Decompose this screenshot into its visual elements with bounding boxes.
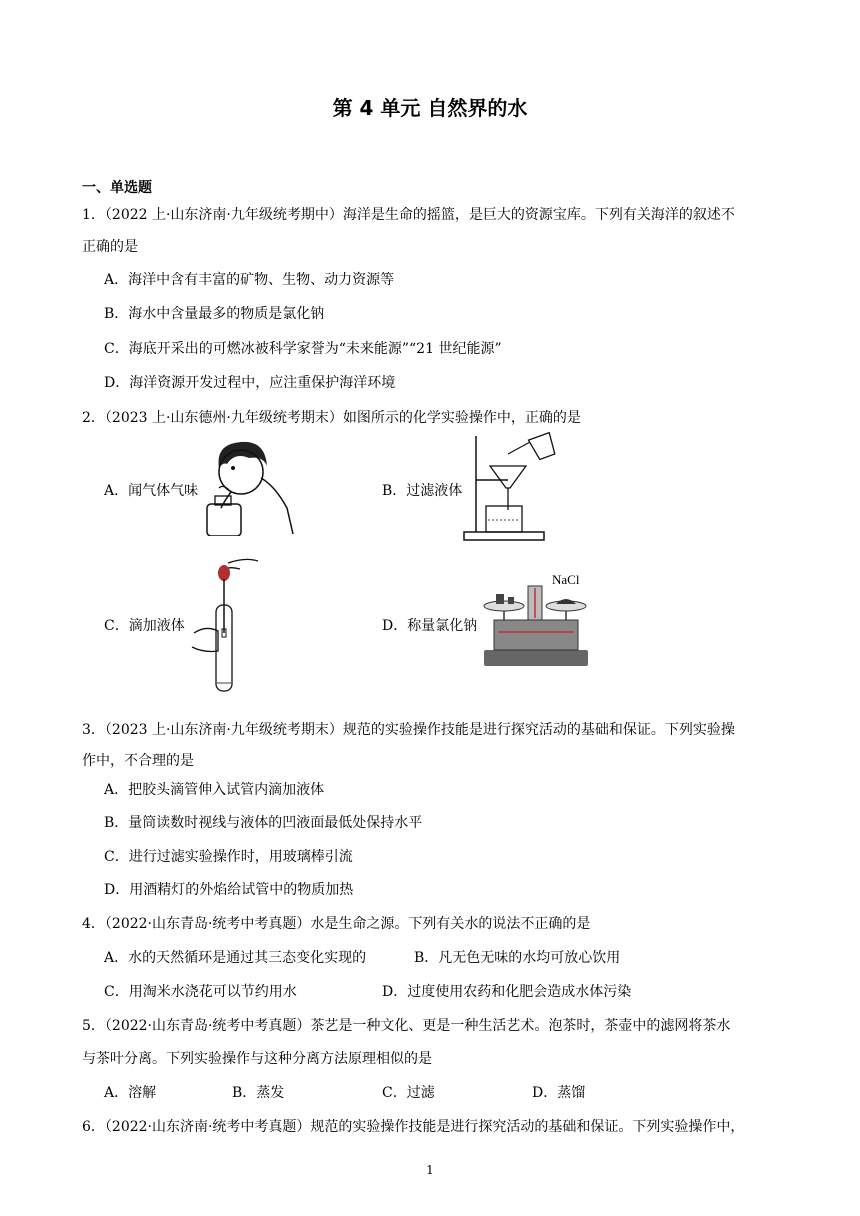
q3-stem-line2: 作中，不合理的是	[82, 753, 194, 769]
q2-option-a: A．闻气体气味	[104, 483, 199, 499]
q2-option-c: C．滴加液体	[104, 618, 185, 634]
add-liquid-figure	[188, 555, 268, 693]
q4-option-d: D．过度使用农药和化肥会造成水体污染	[382, 984, 632, 1000]
q2-option-d: D．称量氯化钠	[382, 618, 478, 634]
q2-stem-line1: 2．（2023 上·山东德州·九年级统考期末）如图所示的化学实验操作中，正确的是	[82, 410, 581, 426]
q1-option-d: D．海洋资源开发过程中，应注重保护海洋环境	[104, 375, 396, 391]
q3-option-d: D．用酒精灯的外焰给试管中的物质加热	[104, 882, 354, 898]
q2-option-b: B．过滤液体	[382, 483, 463, 499]
q5-option-c: C．过滤	[382, 1085, 435, 1101]
q1-option-b: B．海水中含量最多的物质是氯化钠	[104, 306, 325, 322]
nacl-label: NaCl	[552, 572, 580, 587]
q5-stem-line2: 与茶叶分离。下列实验操作与这种分离方法原理相似的是	[82, 1051, 432, 1067]
q1-option-c: C．海底开采出的可燃冰被科学家誉为“未来能源”“21 世纪能源”	[104, 341, 502, 357]
q1-stem-line2: 正确的是	[82, 239, 138, 255]
q4-option-c: C．用淘米水浇花可以节约用水	[104, 984, 297, 1000]
q5-option-a: A．溶解	[104, 1085, 157, 1101]
q3-option-b: B．量筒读数时视线与液体的凹液面最低处保持水平	[104, 815, 423, 831]
q5-option-d: D．蒸馏	[532, 1085, 586, 1101]
section-heading: 一、单选题	[82, 180, 152, 196]
q3-option-a: A．把胶头滴管伸入试管内滴加液体	[104, 782, 325, 798]
smell-gas-figure	[205, 438, 297, 536]
q1-option-a: A．海洋中含有丰富的矿物、生物、动力资源等	[104, 272, 395, 288]
page-number: 1	[426, 1163, 434, 1177]
q6-stem-line1: 6．（2022·山东济南·统考中考真题）规范的实验操作技能是进行探究活动的基础和保证。下列实验操作中，	[82, 1119, 745, 1135]
q4-option-b: B．凡无色无味的水均可放心饮用	[414, 950, 621, 966]
q3-option-c: C．进行过滤实验操作时，用玻璃棒引流	[104, 849, 353, 865]
page-title: 第 4 单元 自然界的水	[332, 96, 528, 120]
q3-stem-line1: 3．（2023 上·山东济南·九年级统考期末）规范的实验操作技能是进行探究活动的基础和保证。下列实验操	[82, 722, 735, 738]
q4-stem-line1: 4．（2022·山东青岛·统考中考真题）水是生命之源。下列有关水的说法不正确的是	[82, 916, 591, 932]
q5-stem-line1: 5．（2022·山东青岛·统考中考真题）茶艺是一种文化、更是一种生活艺术。泡茶时，茶壶中的滤网将茶水	[82, 1018, 731, 1034]
filtration-figure	[462, 432, 558, 542]
q4-option-a: A．水的天然循环是通过其三态变化实现的	[104, 950, 367, 966]
q1-stem-line1: 1．（2022 上·山东济南·九年级统考期中）海洋是生命的摇篮，是巨大的资源宝库。下列有关海洋的叙述不	[82, 207, 735, 223]
q5-option-b: B．蒸发	[232, 1085, 285, 1101]
